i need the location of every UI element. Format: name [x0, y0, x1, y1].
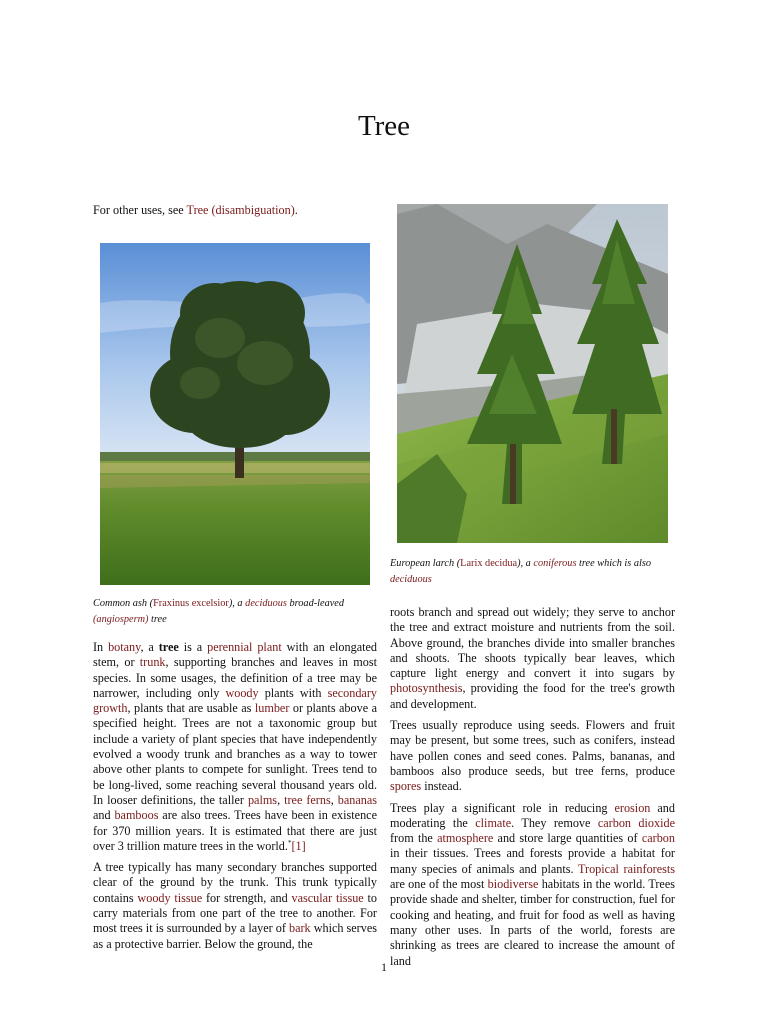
disambiguation-link[interactable]: Tree (disambiguation): [186, 203, 295, 217]
caption-text: ), a: [517, 558, 534, 569]
left-column: [93, 640, 377, 958]
photosynthesis-link[interactable]: photosynthesis: [390, 681, 463, 696]
carbon-link[interactable]: carbon: [641, 831, 675, 846]
caption-text: tree which is also: [576, 558, 652, 569]
biodiverse-link[interactable]: biodiverse: [487, 877, 539, 892]
tree-ferns-link[interactable]: tree ferns: [284, 792, 331, 807]
larch-caption: [390, 556, 680, 588]
botany-link[interactable]: botany: [108, 640, 141, 654]
paragraph-ecology: Trees play a significant role in reducing erosion and moderating the climate. They remove carbon dioxide from the atmosphere and store large quantities of carbon in their tissues. Trees and forests provide a habitat for many species of animals and plants. Tropical rainforests are one of the most biodiverse habitats in the world. Trees provide shade and shelter, timber for construction, fuel for cooking and heating, and fruit for food as well as having many other uses. In parts of the world, forests are shrinking as trees are cleared to increase the amount of land: [390, 800, 675, 968]
spores-link[interactable]: spores: [390, 779, 422, 794]
page-title: Tree: [357, 110, 411, 142]
deciduous-link[interactable]: deciduous: [390, 574, 432, 585]
tropical-rainforests-link[interactable]: Tropical rainforests: [578, 861, 675, 876]
bamboos-link[interactable]: bamboos: [114, 808, 159, 823]
trunk-link[interactable]: trunk: [139, 655, 166, 670]
caption-text: tree: [148, 614, 167, 625]
footnote-marker: *: [287, 838, 292, 847]
hatnote-prefix: For other uses, see: [93, 203, 187, 217]
paragraph-intro: In botany, a tree is a perennial plant with an elongated stem, or trunk, supporting branches and leaves in most species. In some usages, the definition of a tree may be narrower, including only woody plants with secondary growth, plants that are usable as lumber or plants above a specified height. Trees are not a taxonomic group but include a variety of plant species that have independently evolved a woody trunk and branches as a way to tower above other plants to compete for sunlight. Trees tend to be long-lived, some reaching several thousand years old. In looser definitions, the taller palms, tree ferns, bananas and bamboos are also trees. Trees have been in existence for 370 million years. It is estimated that there are just over 3 trillion mature trees in the world.*[1]: [93, 640, 377, 853]
term-bold: tree: [158, 640, 179, 654]
erosion-link[interactable]: erosion: [614, 800, 651, 815]
lumber-link[interactable]: lumber: [254, 701, 290, 716]
page-number: 1: [381, 960, 387, 974]
caption-text: European larch (: [390, 558, 461, 569]
larix-link[interactable]: Larix decidua: [460, 558, 518, 569]
vascular-tissue-link[interactable]: vascular tissue: [291, 890, 364, 905]
ash-tree-photo: [100, 243, 370, 585]
right-column: [390, 605, 675, 975]
angiosperm-link[interactable]: (angiosperm): [93, 614, 149, 625]
climate-link[interactable]: climate: [475, 815, 512, 830]
woody-tissue-link[interactable]: woody tissue: [137, 890, 203, 905]
bananas-link[interactable]: bananas: [337, 792, 377, 807]
caption-text: broad-leaved: [286, 598, 345, 609]
deciduous-link[interactable]: deciduous: [245, 598, 287, 609]
woody-link[interactable]: woody: [225, 685, 259, 700]
hatnote: [93, 203, 298, 218]
palms-link[interactable]: palms: [247, 792, 278, 807]
perennial-plant-link[interactable]: perennial plant: [207, 640, 282, 654]
carbon-dioxide-link[interactable]: carbon dioxide: [597, 815, 675, 830]
citation-link[interactable]: [1]: [291, 838, 306, 853]
hatnote-suffix: .: [294, 203, 298, 217]
ash-caption: [93, 596, 377, 628]
caption-text: Common ash (: [93, 598, 154, 609]
caption-text: ), a: [228, 598, 246, 609]
coniferous-link[interactable]: coniferous: [533, 558, 577, 569]
secondary-growth-link[interactable]: secondary growth: [93, 685, 377, 716]
paragraph-reproduction: Trees usually reproduce using seeds. Flowers and fruit may be present, but some trees, such as conifers, instead have pollen cones and seed cones. Palms, bananas, and bamboos also produce seeds, but tree ferns, produce spores instead.: [390, 718, 675, 794]
paragraph-roots: roots branch and spread out widely; they serve to anchor the tree and extract moisture and nutrients from the soil. Above ground, the branches divide into smaller branches and shoots. The shoots typically bear leaves, which capture light energy and convert it into sugars by photosynthesis, providing the food for the tree's growth and development.: [390, 605, 675, 711]
paragraph-structure: A tree typically has many secondary branches supported clear of the ground by the trunk. This trunk typically contains woody tissue for strength, and vascular tissue to carry materials from one part of the tree to another. For most trees it is surrounded by a layer of bark which serves as a protective barrier. Below the ground, the: [93, 860, 377, 951]
fraxinus-link[interactable]: Fraxinus excelsior: [153, 598, 229, 609]
bark-link[interactable]: bark: [288, 921, 311, 936]
atmosphere-link[interactable]: atmosphere: [437, 831, 494, 846]
larch-tree-photo: [397, 204, 668, 543]
